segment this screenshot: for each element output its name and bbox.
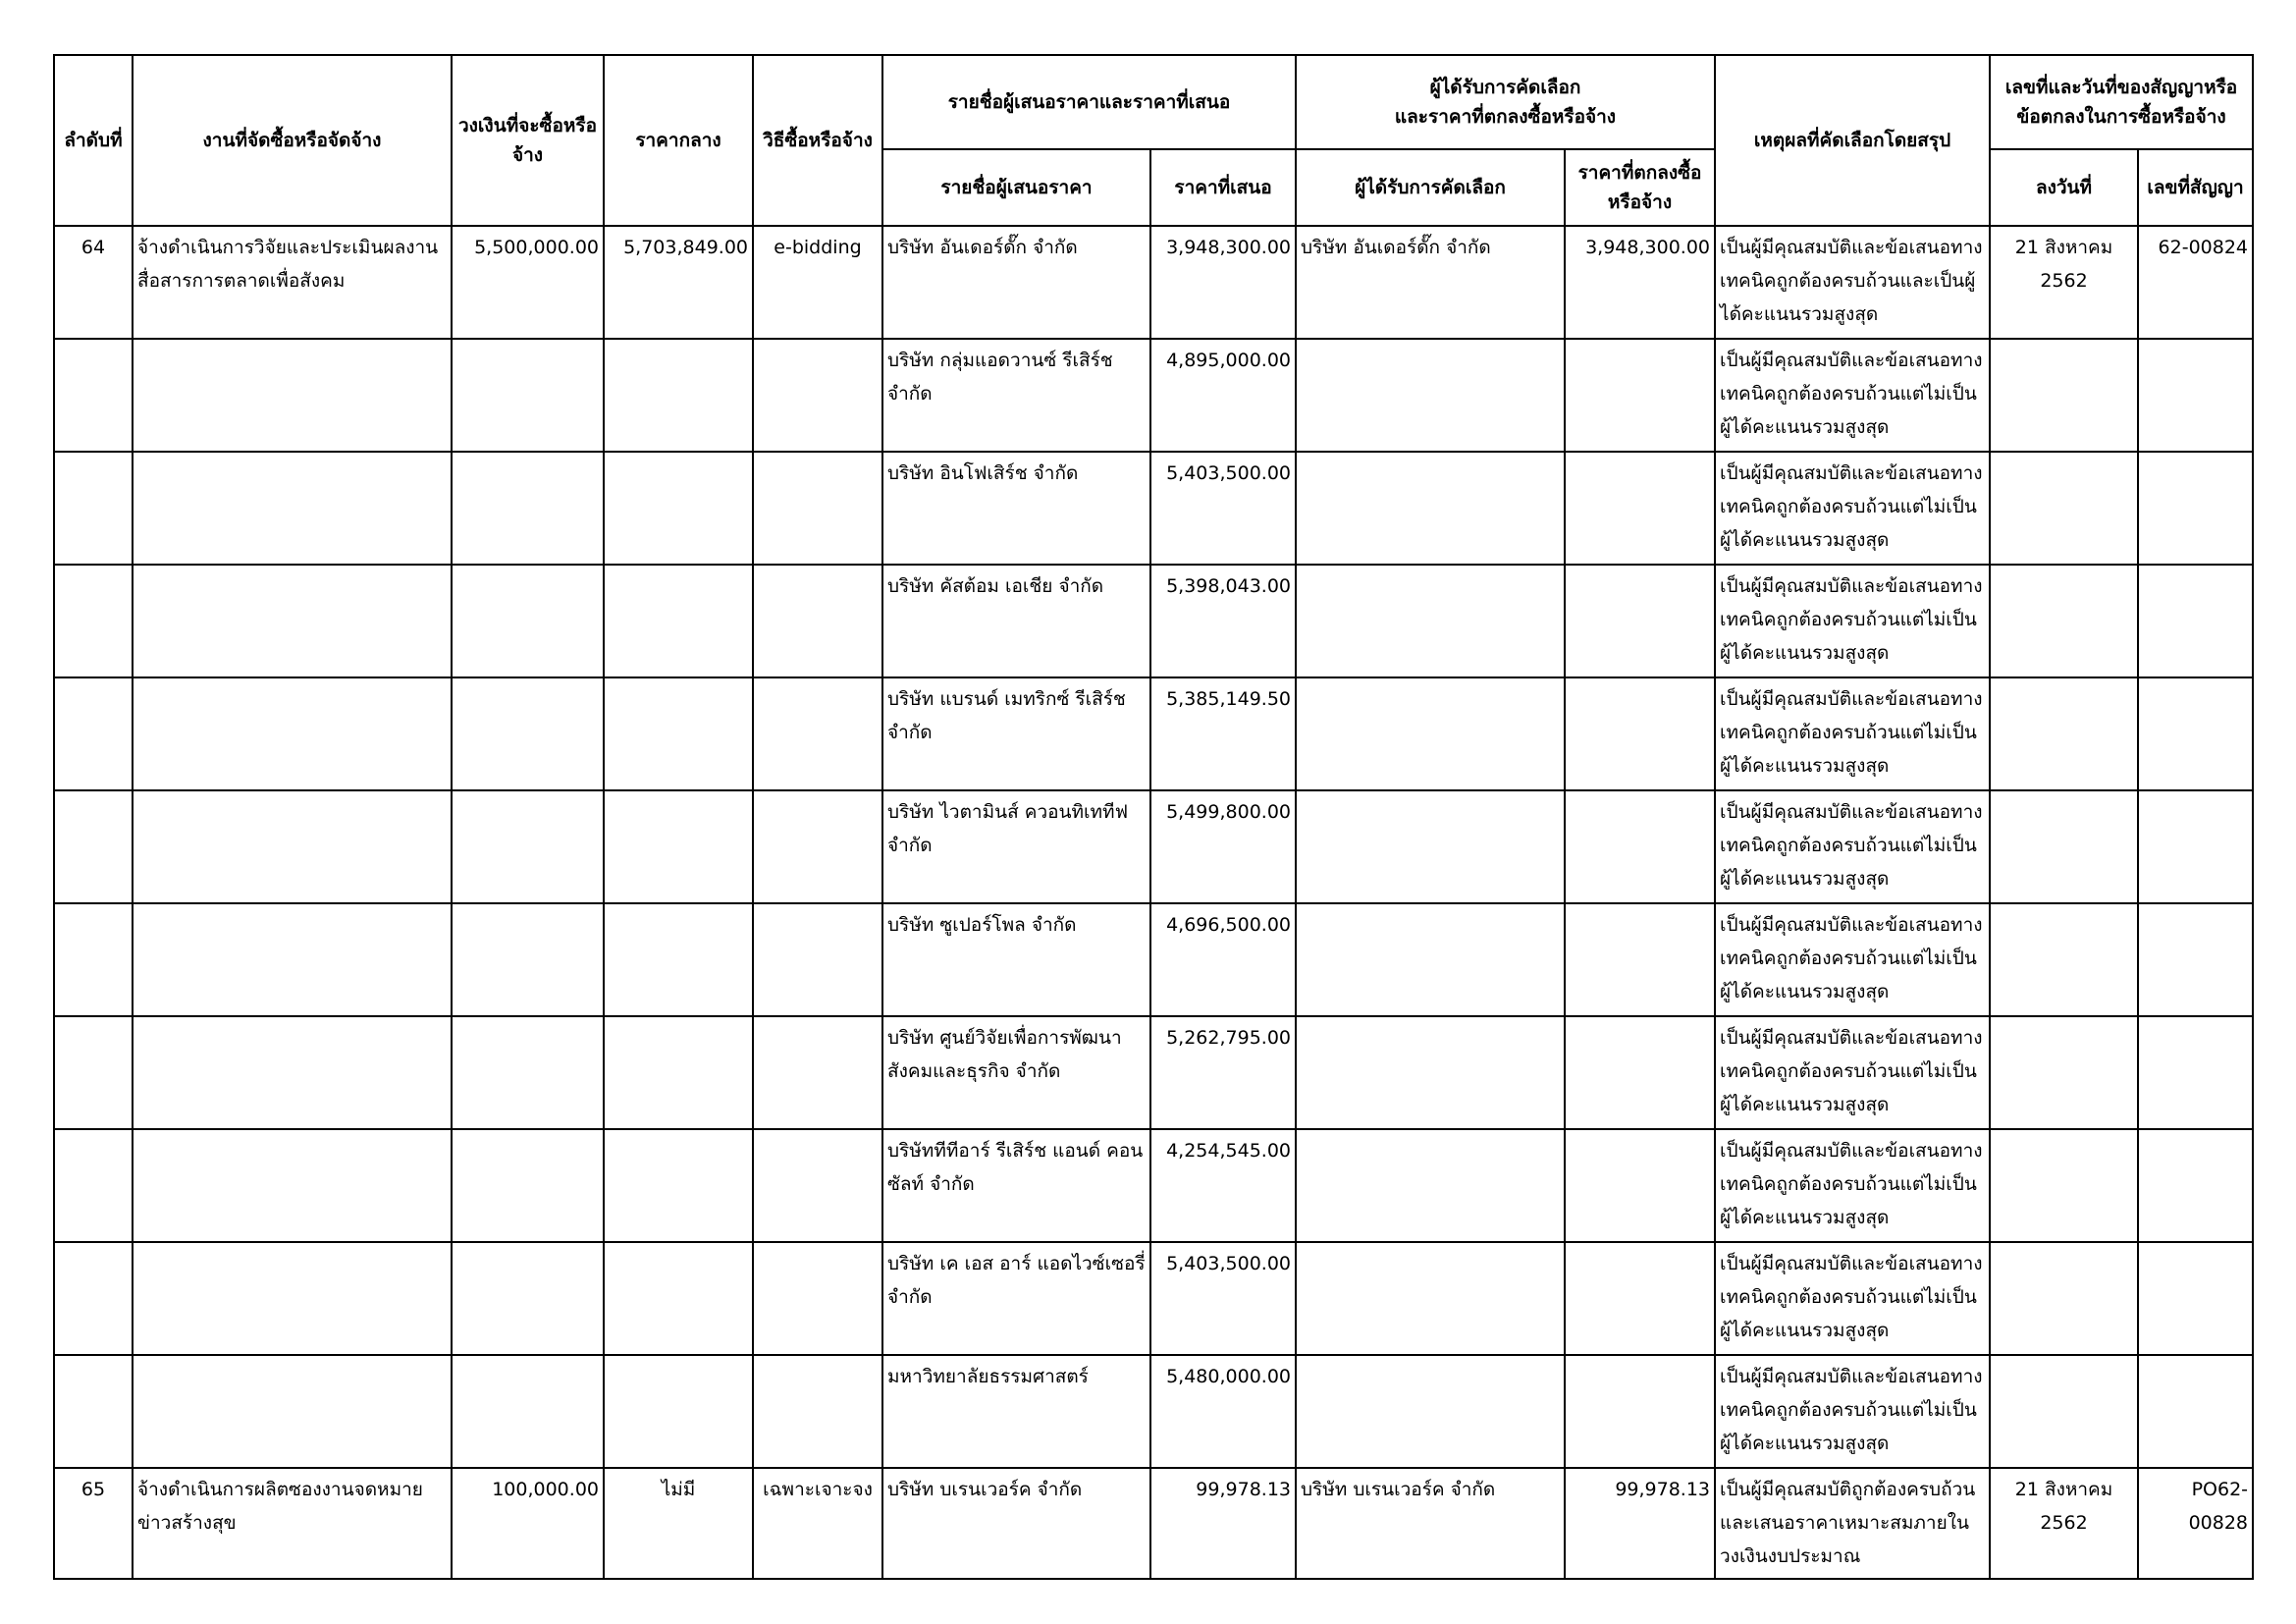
- cell-reason: เป็นผู้มีคุณสมบัติและข้อเสนอทางเทคนิคถูกต้องครบถ้วนแต่ไม่เป็นผู้ได้คะแนนรวมสูงสุด: [1715, 339, 1990, 452]
- cell-reason: เป็นผู้มีคุณสมบัติและข้อเสนอทางเทคนิคถูกต้องครบถ้วนแต่ไม่เป็นผู้ได้คะแนนรวมสูงสุด: [1715, 903, 1990, 1016]
- cell-bidder: บริษัท แบรนด์ เมทริกซ์ รีเสิร์ช จำกัด: [882, 677, 1150, 790]
- table-row: [54, 790, 2253, 903]
- cell-median: [604, 790, 753, 903]
- cell-method: e-bidding: [753, 226, 882, 339]
- cell-agreed-price: [1565, 452, 1715, 565]
- cell-bid-price: 99,978.13: [1150, 1468, 1296, 1579]
- cell-seq: [54, 452, 133, 565]
- cell-bid-price: 4,254,545.00: [1150, 1129, 1296, 1242]
- cell-bidder: บริษัท ซูเปอร์โพล จำกัด: [882, 903, 1150, 1016]
- cell-budget: [452, 1242, 604, 1355]
- cell-bidder: บริษัท เค เอส อาร์ แอดไวซ์เซอรี่ จำกัด: [882, 1242, 1150, 1355]
- cell-reason: เป็นผู้มีคุณสมบัติและข้อเสนอทางเทคนิคถูกต้องครบถ้วนแต่ไม่เป็นผู้ได้คะแนนรวมสูงสุด: [1715, 1016, 1990, 1129]
- cell-contract-no: [2138, 1129, 2253, 1242]
- header-bidders-group: รายชื่อผู้เสนอราคาและราคาที่เสนอ: [882, 55, 1296, 149]
- cell-selected: [1296, 790, 1565, 903]
- table-row: [54, 1355, 2253, 1468]
- cell-method: [753, 1355, 882, 1468]
- cell-bidder: บริษัท บเรนเวอร์ค จำกัด: [882, 1468, 1150, 1579]
- cell-agreed-price: [1565, 1016, 1715, 1129]
- cell-method: [753, 1129, 882, 1242]
- cell-budget: [452, 1355, 604, 1468]
- cell-median: [604, 452, 753, 565]
- cell-selected: [1296, 677, 1565, 790]
- table-row: [54, 565, 2253, 677]
- cell-contract-date: [1990, 1129, 2138, 1242]
- cell-work: [133, 452, 452, 565]
- cell-work: [133, 339, 452, 452]
- table-row: [54, 903, 2253, 1016]
- table-row: [54, 226, 2253, 339]
- cell-budget: 100,000.00: [452, 1468, 604, 1579]
- cell-contract-date: [1990, 565, 2138, 677]
- header-selected-group: [1296, 55, 1715, 149]
- cell-work: [133, 1355, 452, 1468]
- cell-seq: [54, 677, 133, 790]
- cell-work: [133, 1242, 452, 1355]
- cell-selected: [1296, 1242, 1565, 1355]
- cell-median: 5,703,849.00: [604, 226, 753, 339]
- cell-bid-price: 5,403,500.00: [1150, 1242, 1296, 1355]
- cell-bid-price: 5,480,000.00: [1150, 1355, 1296, 1468]
- cell-selected: บริษัท บเรนเวอร์ค จำกัด: [1296, 1468, 1565, 1579]
- cell-agreed-price: 3,948,300.00: [1565, 226, 1715, 339]
- cell-agreed-price: [1565, 1355, 1715, 1468]
- cell-budget: [452, 452, 604, 565]
- cell-seq: [54, 565, 133, 677]
- header-bid-price: ราคาที่เสนอ: [1150, 149, 1296, 226]
- header-method: วิธีซื้อหรือจ้าง: [753, 55, 882, 226]
- cell-contract-no: [2138, 903, 2253, 1016]
- header-contract-date: ลงวันที่: [1990, 149, 2138, 226]
- cell-median: ไม่มี: [604, 1468, 753, 1579]
- cell-contract-date: [1990, 1016, 2138, 1129]
- header-budget: วงเงินที่จะซื้อหรือจ้าง: [452, 55, 604, 226]
- cell-bid-price: 5,398,043.00: [1150, 565, 1296, 677]
- cell-contract-no: [2138, 1355, 2253, 1468]
- cell-contract-date: [1990, 452, 2138, 565]
- cell-budget: [452, 677, 604, 790]
- procurement-table: [53, 54, 2254, 1580]
- table-row: [54, 1016, 2253, 1129]
- cell-contract-date: 21 สิงหาคม 2562: [1990, 1468, 2138, 1579]
- cell-method: [753, 790, 882, 903]
- cell-median: [604, 903, 753, 1016]
- cell-method: เฉพาะเจาะจง: [753, 1468, 882, 1579]
- cell-work: [133, 677, 452, 790]
- table-row: [54, 1468, 2253, 1579]
- cell-contract-no: [2138, 677, 2253, 790]
- cell-bidder: บริษัททีทีอาร์ รีเสิร์ช แอนด์ คอนซัลท์ จำกัด: [882, 1129, 1150, 1242]
- procurement-table-sheet: [53, 54, 2252, 1580]
- cell-contract-no: 62-00824: [2138, 226, 2253, 339]
- header-contract-group: เลขที่และวันที่ของสัญญาหรือข้อตกลงในการซื้อหรือจ้าง: [1990, 55, 2253, 149]
- cell-bid-price: 5,262,795.00: [1150, 1016, 1296, 1129]
- cell-work: [133, 790, 452, 903]
- cell-budget: [452, 790, 604, 903]
- header-contract-no: เลขที่สัญญา: [2138, 149, 2253, 226]
- cell-median: [604, 1355, 753, 1468]
- table-row: [54, 339, 2253, 452]
- cell-reason: เป็นผู้มีคุณสมบัติและข้อเสนอทางเทคนิคถูกต้องครบถ้วนและเป็นผู้ได้คะแนนรวมสูงสุด: [1715, 226, 1990, 339]
- cell-selected: [1296, 1016, 1565, 1129]
- cell-reason: เป็นผู้มีคุณสมบัติและข้อเสนอทางเทคนิคถูกต้องครบถ้วนแต่ไม่เป็นผู้ได้คะแนนรวมสูงสุด: [1715, 565, 1990, 677]
- cell-bid-price: 3,948,300.00: [1150, 226, 1296, 339]
- cell-agreed-price: [1565, 339, 1715, 452]
- cell-reason: เป็นผู้มีคุณสมบัติถูกต้องครบถ้วนและเสนอราคาเหมาะสมภายในวงเงินงบประมาณ: [1715, 1468, 1990, 1579]
- header-agreed-price: ราคาที่ตกลงซื้อหรือจ้าง: [1565, 149, 1715, 226]
- cell-work: จ้างดำเนินการวิจัยและประเมินผลงานสื่อสารการตลาดเพื่อสังคม: [133, 226, 452, 339]
- cell-work: จ้างดำเนินการผลิตซองงานจดหมายข่าวสร้างสุข: [133, 1468, 452, 1579]
- cell-budget: [452, 1129, 604, 1242]
- cell-reason: เป็นผู้มีคุณสมบัติและข้อเสนอทางเทคนิคถูกต้องครบถ้วนแต่ไม่เป็นผู้ได้คะแนนรวมสูงสุด: [1715, 452, 1990, 565]
- cell-agreed-price: [1565, 903, 1715, 1016]
- cell-contract-no: [2138, 339, 2253, 452]
- cell-budget: [452, 1016, 604, 1129]
- cell-budget: [452, 565, 604, 677]
- cell-selected: [1296, 1129, 1565, 1242]
- cell-method: [753, 565, 882, 677]
- cell-median: [604, 677, 753, 790]
- cell-work: [133, 1016, 452, 1129]
- cell-contract-date: [1990, 339, 2138, 452]
- cell-agreed-price: 99,978.13: [1565, 1468, 1715, 1579]
- cell-bid-price: 4,696,500.00: [1150, 903, 1296, 1016]
- cell-contract-date: [1990, 790, 2138, 903]
- cell-contract-no: [2138, 1242, 2253, 1355]
- cell-bidder: บริษัท ศูนย์วิจัยเพื่อการพัฒนาสังคมและธุรกิจ จำกัด: [882, 1016, 1150, 1129]
- cell-reason: เป็นผู้มีคุณสมบัติและข้อเสนอทางเทคนิคถูกต้องครบถ้วนแต่ไม่เป็นผู้ได้คะแนนรวมสูงสุด: [1715, 677, 1990, 790]
- cell-method: [753, 1242, 882, 1355]
- cell-agreed-price: [1565, 790, 1715, 903]
- cell-contract-no: [2138, 565, 2253, 677]
- table-row: [54, 1242, 2253, 1355]
- cell-bid-price: 4,895,000.00: [1150, 339, 1296, 452]
- cell-method: [753, 1016, 882, 1129]
- cell-median: [604, 1129, 753, 1242]
- cell-contract-date: [1990, 1242, 2138, 1355]
- cell-method: [753, 903, 882, 1016]
- header-selected-group-line2: และราคาที่ตกลงซื้อหรือจ้าง: [1394, 106, 1617, 128]
- cell-budget: [452, 339, 604, 452]
- cell-method: [753, 339, 882, 452]
- cell-contract-date: [1990, 1355, 2138, 1468]
- cell-bidder: บริษัท คัสต้อม เอเชีย จำกัด: [882, 565, 1150, 677]
- header-median: ราคากลาง: [604, 55, 753, 226]
- cell-seq: [54, 339, 133, 452]
- header-selected-group-line1: ผู้ได้รับการคัดเลือก: [1429, 77, 1581, 98]
- cell-bidder: บริษัท กลุ่มแอดวานซ์ รีเสิร์ช จำกัด: [882, 339, 1150, 452]
- cell-median: [604, 1016, 753, 1129]
- header-seq: ลำดับที่: [54, 55, 133, 226]
- table-row: [54, 677, 2253, 790]
- cell-reason: เป็นผู้มีคุณสมบัติและข้อเสนอทางเทคนิคถูกต้องครบถ้วนแต่ไม่เป็นผู้ได้คะแนนรวมสูงสุด: [1715, 1242, 1990, 1355]
- cell-agreed-price: [1565, 1242, 1715, 1355]
- header-bidder-name: รายชื่อผู้เสนอราคา: [882, 149, 1150, 226]
- table-row: [54, 452, 2253, 565]
- cell-selected: [1296, 1355, 1565, 1468]
- cell-contract-no: [2138, 1016, 2253, 1129]
- cell-bid-price: 5,385,149.50: [1150, 677, 1296, 790]
- cell-work: [133, 1129, 452, 1242]
- cell-seq: [54, 1355, 133, 1468]
- cell-agreed-price: [1565, 677, 1715, 790]
- cell-seq: 64: [54, 226, 133, 339]
- cell-bidder: บริษัท ไวตามินส์ ควอนทิเททีฟ จำกัด: [882, 790, 1150, 903]
- cell-median: [604, 339, 753, 452]
- cell-contract-date: [1990, 677, 2138, 790]
- cell-budget: [452, 903, 604, 1016]
- cell-agreed-price: [1565, 1129, 1715, 1242]
- cell-selected: บริษัท อันเดอร์ดั๊ก จำกัด: [1296, 226, 1565, 339]
- cell-bidder: มหาวิทยาลัยธรรมศาสตร์: [882, 1355, 1150, 1468]
- cell-contract-no: PO62-00828: [2138, 1468, 2253, 1579]
- header-reason: เหตุผลที่คัดเลือกโดยสรุป: [1715, 55, 1990, 226]
- cell-contract-date: 21 สิงหาคม 2562: [1990, 226, 2138, 339]
- cell-seq: [54, 790, 133, 903]
- cell-budget: 5,500,000.00: [452, 226, 604, 339]
- cell-agreed-price: [1565, 565, 1715, 677]
- cell-work: [133, 903, 452, 1016]
- cell-selected: [1296, 452, 1565, 565]
- cell-seq: 65: [54, 1468, 133, 1579]
- cell-work: [133, 565, 452, 677]
- cell-bidder: บริษัท อันเดอร์ดั๊ก จำกัด: [882, 226, 1150, 339]
- table-row: [54, 1129, 2253, 1242]
- cell-seq: [54, 1016, 133, 1129]
- cell-reason: เป็นผู้มีคุณสมบัติและข้อเสนอทางเทคนิคถูกต้องครบถ้วนแต่ไม่เป็นผู้ได้คะแนนรวมสูงสุด: [1715, 1355, 1990, 1468]
- cell-seq: [54, 1242, 133, 1355]
- cell-contract-date: [1990, 903, 2138, 1016]
- cell-bid-price: 5,499,800.00: [1150, 790, 1296, 903]
- cell-selected: [1296, 339, 1565, 452]
- cell-bid-price: 5,403,500.00: [1150, 452, 1296, 565]
- cell-reason: เป็นผู้มีคุณสมบัติและข้อเสนอทางเทคนิคถูกต้องครบถ้วนแต่ไม่เป็นผู้ได้คะแนนรวมสูงสุด: [1715, 790, 1990, 903]
- cell-method: [753, 452, 882, 565]
- cell-seq: [54, 1129, 133, 1242]
- cell-selected: [1296, 903, 1565, 1016]
- header-work: งานที่จัดซื้อหรือจัดจ้าง: [133, 55, 452, 226]
- cell-contract-no: [2138, 452, 2253, 565]
- cell-selected: [1296, 565, 1565, 677]
- cell-median: [604, 1242, 753, 1355]
- header-selected-name: ผู้ได้รับการคัดเลือก: [1296, 149, 1565, 226]
- cell-method: [753, 677, 882, 790]
- cell-bidder: บริษัท อินโฟเสิร์ช จำกัด: [882, 452, 1150, 565]
- cell-seq: [54, 903, 133, 1016]
- cell-contract-no: [2138, 790, 2253, 903]
- cell-median: [604, 565, 753, 677]
- cell-reason: เป็นผู้มีคุณสมบัติและข้อเสนอทางเทคนิคถูกต้องครบถ้วนแต่ไม่เป็นผู้ได้คะแนนรวมสูงสุด: [1715, 1129, 1990, 1242]
